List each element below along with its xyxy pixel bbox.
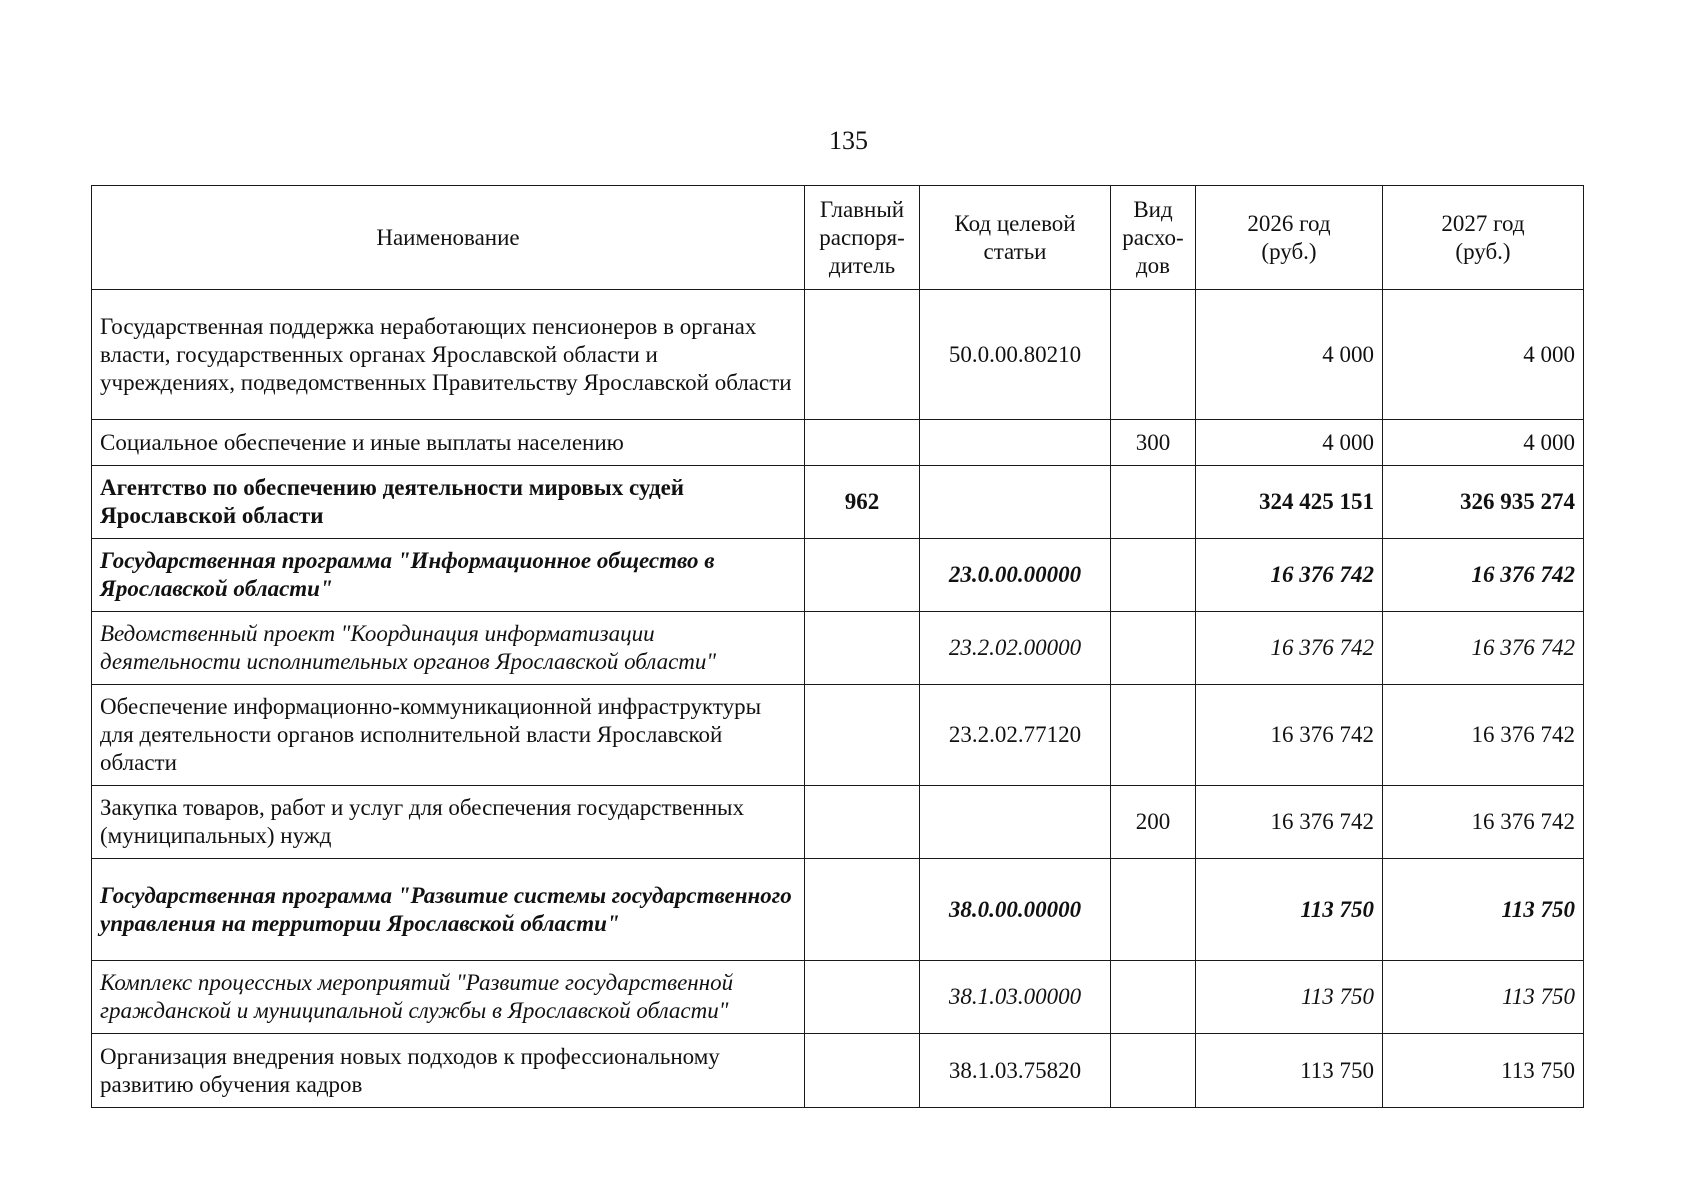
row-type: 200 — [1111, 786, 1196, 859]
row-type: 300 — [1111, 420, 1196, 466]
budget-table — [91, 185, 1584, 1108]
row-code: 23.0.00.00000 — [920, 539, 1111, 612]
row-type — [1111, 466, 1196, 539]
row-type — [1111, 612, 1196, 685]
row-type — [1111, 539, 1196, 612]
header-2026: 2026 год (руб.) — [1196, 186, 1383, 290]
row-name: Организация внедрения новых подходов к профессиональному развитию обучения кадров — [92, 1034, 805, 1108]
row-type — [1111, 859, 1196, 961]
table-row — [92, 685, 1584, 786]
row-2026: 113 750 — [1196, 1034, 1383, 1108]
row-code — [920, 466, 1111, 539]
row-chief — [805, 961, 920, 1034]
row-chief — [805, 1034, 920, 1108]
table-row — [92, 420, 1584, 466]
row-name: Ведомственный проект "Координация информатизации деятельности исполнительных органов Ярославской области" — [92, 612, 805, 685]
header-name: Наименование — [92, 186, 805, 290]
row-2027: 4 000 — [1383, 420, 1584, 466]
row-code — [920, 786, 1111, 859]
row-code — [920, 420, 1111, 466]
row-type — [1111, 961, 1196, 1034]
table-row — [92, 1034, 1584, 1108]
row-chief: 962 — [805, 466, 920, 539]
row-2027: 113 750 — [1383, 859, 1584, 961]
row-code: 23.2.02.77120 — [920, 685, 1111, 786]
table-header-row — [92, 186, 1584, 290]
row-2026: 113 750 — [1196, 859, 1383, 961]
row-code: 38.1.03.75820 — [920, 1034, 1111, 1108]
row-2027: 16 376 742 — [1383, 786, 1584, 859]
row-code: 50.0.00.80210 — [920, 290, 1111, 420]
row-name: Государственная программа "Развитие системы государственного управления на территории Ярославской области" — [92, 859, 805, 961]
header-chief: Главный распоря- дитель — [805, 186, 920, 290]
row-2027: 16 376 742 — [1383, 539, 1584, 612]
row-name: Комплекс процессных мероприятий "Развитие государственной гражданской и муниципальной службы в Ярославской области" — [92, 961, 805, 1034]
table-row — [92, 859, 1584, 961]
header-code: Код целевой статьи — [920, 186, 1111, 290]
table-row — [92, 466, 1584, 539]
table-row — [92, 612, 1584, 685]
row-chief — [805, 539, 920, 612]
table-row — [92, 290, 1584, 420]
row-chief — [805, 290, 920, 420]
row-2027: 4 000 — [1383, 290, 1584, 420]
row-2027: 113 750 — [1383, 1034, 1584, 1108]
table-row — [92, 961, 1584, 1034]
row-name: Социальное обеспечение и иные выплаты населению — [92, 420, 805, 466]
row-2026: 4 000 — [1196, 290, 1383, 420]
row-code: 38.1.03.00000 — [920, 961, 1111, 1034]
row-name: Закупка товаров, работ и услуг для обеспечения государственных (муниципальных) нужд — [92, 786, 805, 859]
row-2026: 324 425 151 — [1196, 466, 1383, 539]
header-type: Вид расхо- дов — [1111, 186, 1196, 290]
row-2026: 113 750 — [1196, 961, 1383, 1034]
row-type — [1111, 1034, 1196, 1108]
row-2026: 16 376 742 — [1196, 786, 1383, 859]
row-code: 38.0.00.00000 — [920, 859, 1111, 961]
row-chief — [805, 612, 920, 685]
row-name: Государственная программа "Информационное общество в Ярославской области" — [92, 539, 805, 612]
row-name: Государственная поддержка неработающих пенсионеров в органах власти, государственных органах Ярославской области и учреждениях, подведомственных Правительству Ярославской области — [92, 290, 805, 420]
row-2026: 4 000 — [1196, 420, 1383, 466]
row-2027: 326 935 274 — [1383, 466, 1584, 539]
row-type — [1111, 290, 1196, 420]
row-2026: 16 376 742 — [1196, 539, 1383, 612]
row-code: 23.2.02.00000 — [920, 612, 1111, 685]
row-2027: 113 750 — [1383, 961, 1584, 1034]
row-chief — [805, 685, 920, 786]
table-row — [92, 786, 1584, 859]
row-type — [1111, 685, 1196, 786]
row-2027: 16 376 742 — [1383, 612, 1584, 685]
row-2026: 16 376 742 — [1196, 612, 1383, 685]
row-2027: 16 376 742 — [1383, 685, 1584, 786]
row-chief — [805, 420, 920, 466]
row-2026: 16 376 742 — [1196, 685, 1383, 786]
table-row — [92, 539, 1584, 612]
row-chief — [805, 786, 920, 859]
row-name: Агентство по обеспечению деятельности мировых судей Ярославской области — [92, 466, 805, 539]
row-chief — [805, 859, 920, 961]
row-name: Обеспечение информационно-коммуникационной инфраструктуры для деятельности органов исполнительной власти Ярославской области — [92, 685, 805, 786]
header-2027: 2027 год (руб.) — [1383, 186, 1584, 290]
page-number: 135 — [829, 126, 868, 155]
